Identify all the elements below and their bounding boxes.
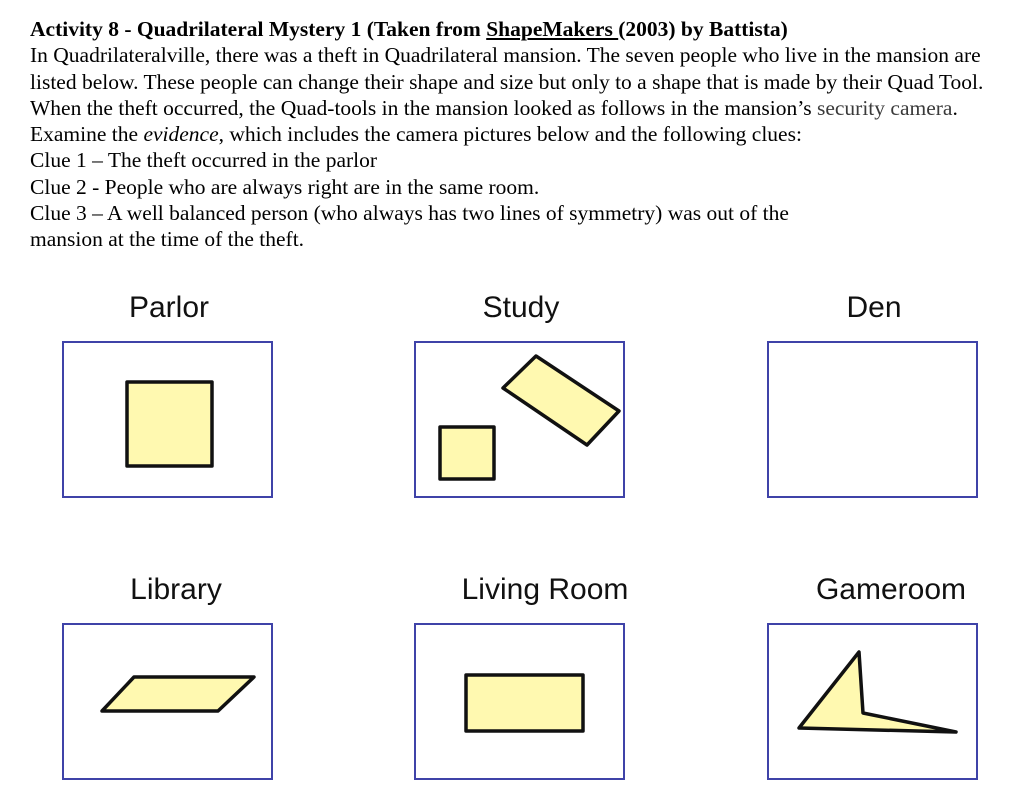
room-label-living-room: Living Room [461,573,629,606]
intro-paragraph [30,42,990,147]
clue-2: Clue 2 - People who are always right are in the same room. [30,174,540,199]
library-shapes [64,625,275,782]
room-label-gameroom: Gameroom [815,573,967,606]
living-room-shapes [416,625,627,782]
room-camera-gameroom [767,623,978,780]
intro-text-2: . Examine the [30,95,958,147]
room-label-library: Library [130,573,222,606]
source-title-link: ShapeMakers [486,17,619,41]
room-label-study: Study [482,291,560,324]
room-label-parlor: Parlor [128,291,210,324]
gameroom-concave-quadrilateral-shape [799,652,956,732]
clue-3-continuation: mansion at the time of the theft. [30,227,305,252]
intro-security-camera: security camera [816,95,953,120]
intro-evidence: evidence [143,122,219,147]
parlor-shapes [64,343,275,500]
room-label-den: Den [846,291,902,324]
living-room-rectangle-shape [466,675,583,731]
title-prefix: Activity 8 - Quadrilateral Mystery 1 (Taken from [30,17,487,41]
clue-1: Clue 1 – The theft occurred in the parlor [30,148,378,173]
study-shapes [416,343,627,500]
parlor-square-shape [127,382,212,466]
study-rotated-rectangle-shape [503,356,619,445]
room-camera-study [414,341,625,498]
room-camera-parlor [62,341,273,498]
gameroom-shapes [769,625,980,782]
activity-title [30,16,990,42]
room-camera-den [767,341,978,498]
intro-text-3: , which includes the camera pictures below and the following clues: [218,122,802,147]
room-camera-living-room [414,623,625,780]
title-suffix: (2003) by Battista) [618,17,788,41]
study-small-square-shape [440,427,494,479]
activity-text [30,16,990,253]
library-parallelogram-shape [102,677,254,711]
intro-text-1: In Quadrilateralville, there was a theft in Quadrilateral mansion. The seven people who live in the mansion are listed below. These people can change their shape and size but only to a shape that is made by their Quad Tool. When the theft occurred, the Quad-tools in the mansion looked as follows in the mansion’s [30,43,984,120]
clue-3: Clue 3 – A well balanced person (who always has two lines of symmetry) was out of the [30,201,789,226]
room-camera-library [62,623,273,780]
